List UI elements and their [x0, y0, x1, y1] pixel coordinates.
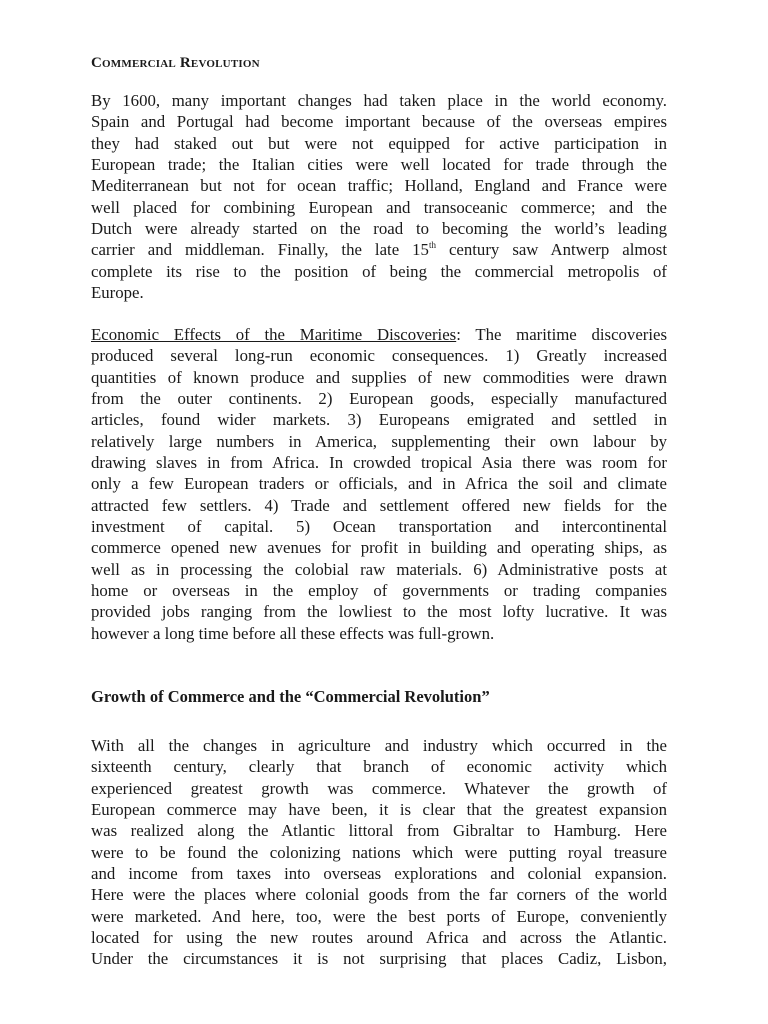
text-line: articles, found wider markets. 3) Europeans emigrated and settled in [91, 410, 667, 430]
text-line: home or overseas in the employ of governments or trading companies [91, 581, 667, 601]
text-segment: carrier and middleman. Finally, the late 15 [91, 240, 429, 260]
paragraph-intro [91, 90, 667, 303]
text-line: Europe. [91, 283, 144, 303]
underlined-subheading: Economic Effects of the Maritime Discoveries [91, 325, 457, 344]
text-line: well as in processing the colobial raw materials. 6) Administrative posts at [91, 559, 667, 579]
text-line: however a long time before all these effects was full-grown. [91, 623, 495, 643]
text-line: Spain and Portugal had become important because of the overseas empires [91, 112, 667, 132]
text-line: commerce opened new avenues for profit in building and operating ships, as [91, 538, 667, 558]
text-line: relatively large numbers in America, supplementing their own labour by [91, 431, 667, 451]
text-line: was realized along the Atlantic littoral from Gibraltar to Hamburg. Here [91, 821, 667, 841]
text-line: By 1600, many important changes had taken place in the world economy. [91, 91, 667, 110]
text-line: attracted few settlers. 4) Trade and settlement offered new fields for the [91, 495, 667, 515]
text-line: they had staked out but were not equipped for active participation in [91, 133, 667, 153]
text-line: were marketed. And here, too, were the best ports of Europe, conveniently [91, 906, 667, 926]
text-line: Under the circumstances it is not surprising that places Cadiz, Lisbon, [91, 949, 667, 969]
text-line: and income from taxes into overseas explorations and colonial expansion. [91, 864, 667, 884]
text-line: investment of capital. 5) Ocean transportation and intercontinental [91, 517, 667, 537]
text-segment: century saw Antwerp almost [435, 240, 667, 260]
text-line: European trade; the Italian cities were well located for trade through the [91, 155, 667, 175]
document-title: Commercial Revolution [91, 55, 260, 71]
text-segment: : The maritime discoveries [456, 325, 668, 344]
text-line: well placed for combining European and transoceanic commerce; and the [91, 197, 667, 217]
text-line: experienced greatest growth was commerce. Whatever the growth of [91, 778, 667, 798]
text-line: sixteenth century, clearly that branch of economic activity which [91, 757, 667, 777]
text-line: produced several long-run economic consequences. 1) Greatly increased [91, 346, 667, 366]
text-line: were to be found the colonizing nations which were putting royal treasure [91, 842, 667, 862]
paragraph-economic-effects [91, 324, 667, 644]
text-line: With all the changes in agriculture and industry which occurred in the [91, 736, 667, 755]
text-line: provided jobs ranging from the lowliest to the most lofty lucrative. It was [91, 602, 667, 622]
text-line: Dutch were already started on the road to becoming the world’s leading [91, 219, 667, 239]
paragraph-growth-of-commerce [91, 735, 667, 970]
text-line: located for using the new routes around Africa and across the Atlantic. [91, 928, 667, 948]
text-line: only a few European traders or officials, and in Africa the soil and climate [91, 474, 667, 494]
section-heading-growth-of-commerce: Growth of Commerce and the “Commercial Revolution” [91, 687, 490, 706]
text-line: European commerce may have been, it is clear that the greatest expansion [91, 800, 667, 820]
text-line: complete its rise to the position of being the commercial metropolis of [91, 261, 667, 281]
superscript: th [428, 240, 436, 251]
text-line: Here were the places where colonial goods from the far corners of the world [91, 885, 667, 905]
text-line: from the outer continents. 2) European goods, especially manufactured [91, 389, 667, 409]
text-line: drawing slaves in from Africa. In crowded tropical Asia there was room for [91, 453, 667, 473]
text-line [91, 324, 667, 345]
text-line: quantities of known produce and supplies of new commodities were drawn [91, 367, 667, 387]
text-line [91, 239, 667, 260]
text-line: Mediterranean but not for ocean traffic; Holland, England and France were [91, 176, 667, 196]
